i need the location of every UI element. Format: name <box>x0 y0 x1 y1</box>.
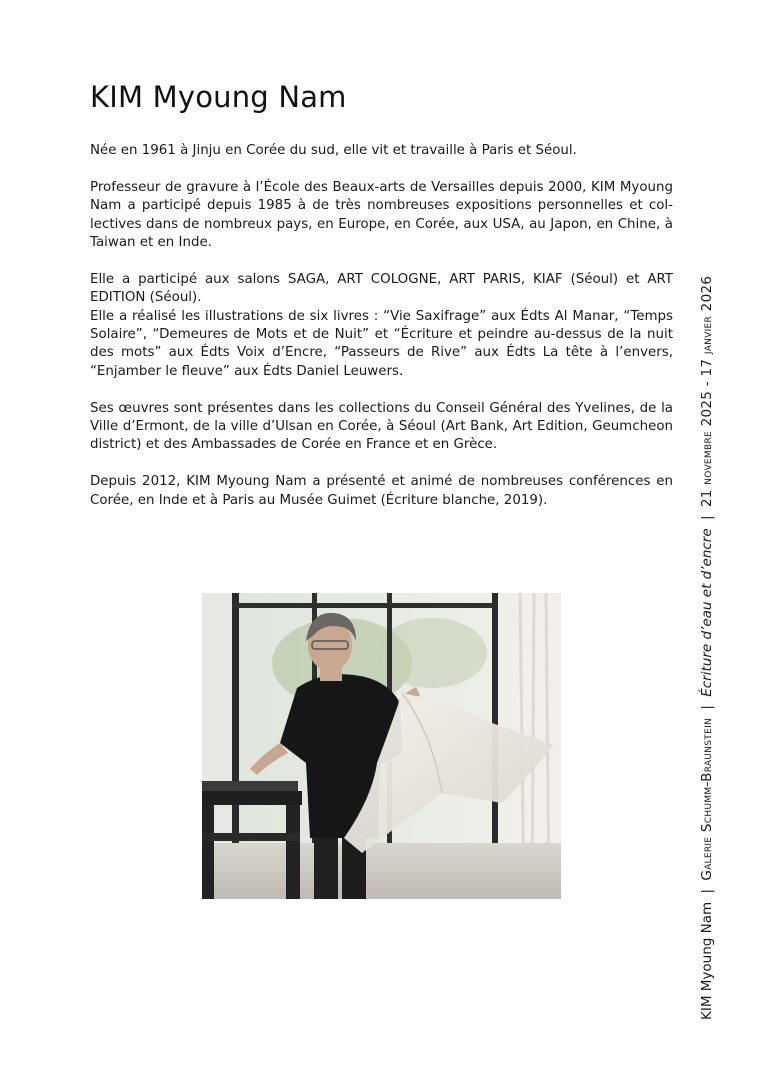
side-caption <box>698 200 716 1020</box>
paragraph-collections: Ses œuvres sont présentes dans les collections du Conseil Général des Yvelines, de la Ville d’Ermont, de la ville d’Ulsan en Corée, à Séoul (Art Bank, Art Edition, Geumcheon district) et des Ambassades de Corée en France et en Grèce. <box>90 400 673 453</box>
paragraph-salons: Elle a participé aux salons SAGA, ART COLOGNE, ART PARIS, KIAF (Séoul) et ART EDITION (Séoul). <box>90 271 673 306</box>
caption-separator: | <box>699 888 715 894</box>
caption-exhibition: Écriture d’eau et d’encre <box>699 528 715 697</box>
paragraph-career: Professeur de gravure à l’École des Beaux-arts de Versailles depuis 2000, KIM Myoung Nam a participé depuis 1985 à de très nombreuses expositions personnelles et collectives dans de nombreux pays, en Europe, en Corée, aux USA, au Japon, en Chine, à Taiwan et en Inde. <box>90 179 673 251</box>
caption-separator: | <box>699 705 715 710</box>
paragraph-conferences: Depuis 2012, KIM Myoung Nam a présenté et animé de nombreuses conférences en Corée, en Inde et à Paris au Musée Guimet (Écriture blanche, 2019). <box>90 474 673 508</box>
page-title: KIM Myoung Nam <box>90 80 347 114</box>
caption-artist: KIM Myoung Nam <box>699 901 715 1020</box>
biography-text <box>90 142 673 528</box>
caption-separator: | <box>699 515 715 521</box>
paragraph-birth: Née en 1961 à Jinju en Corée du sud, elle vit et travaille à Paris et Séoul. <box>90 143 577 158</box>
paragraph-books: Elle a réalisé les illustrations de six livres : “Vie Saxifrage” aux Édts Al Manar, “Temps Solaire”, “Demeures de Mots et de Nuit” et “Écriture et peindre au-dessus de la nuit des mots” aux Édts Voix d’Encre, “Passeurs de Rive” aux Édts La tête à l’envers, “Enjamber le fleuve” aux Édts Daniel Leuwers. <box>90 308 673 379</box>
caption-dates: 21 novembre 2025 - 17 janvier 2026 <box>699 275 715 508</box>
caption-gallery: Galerie Schumm-Braunstein <box>699 717 715 881</box>
artist-photo <box>202 593 561 899</box>
